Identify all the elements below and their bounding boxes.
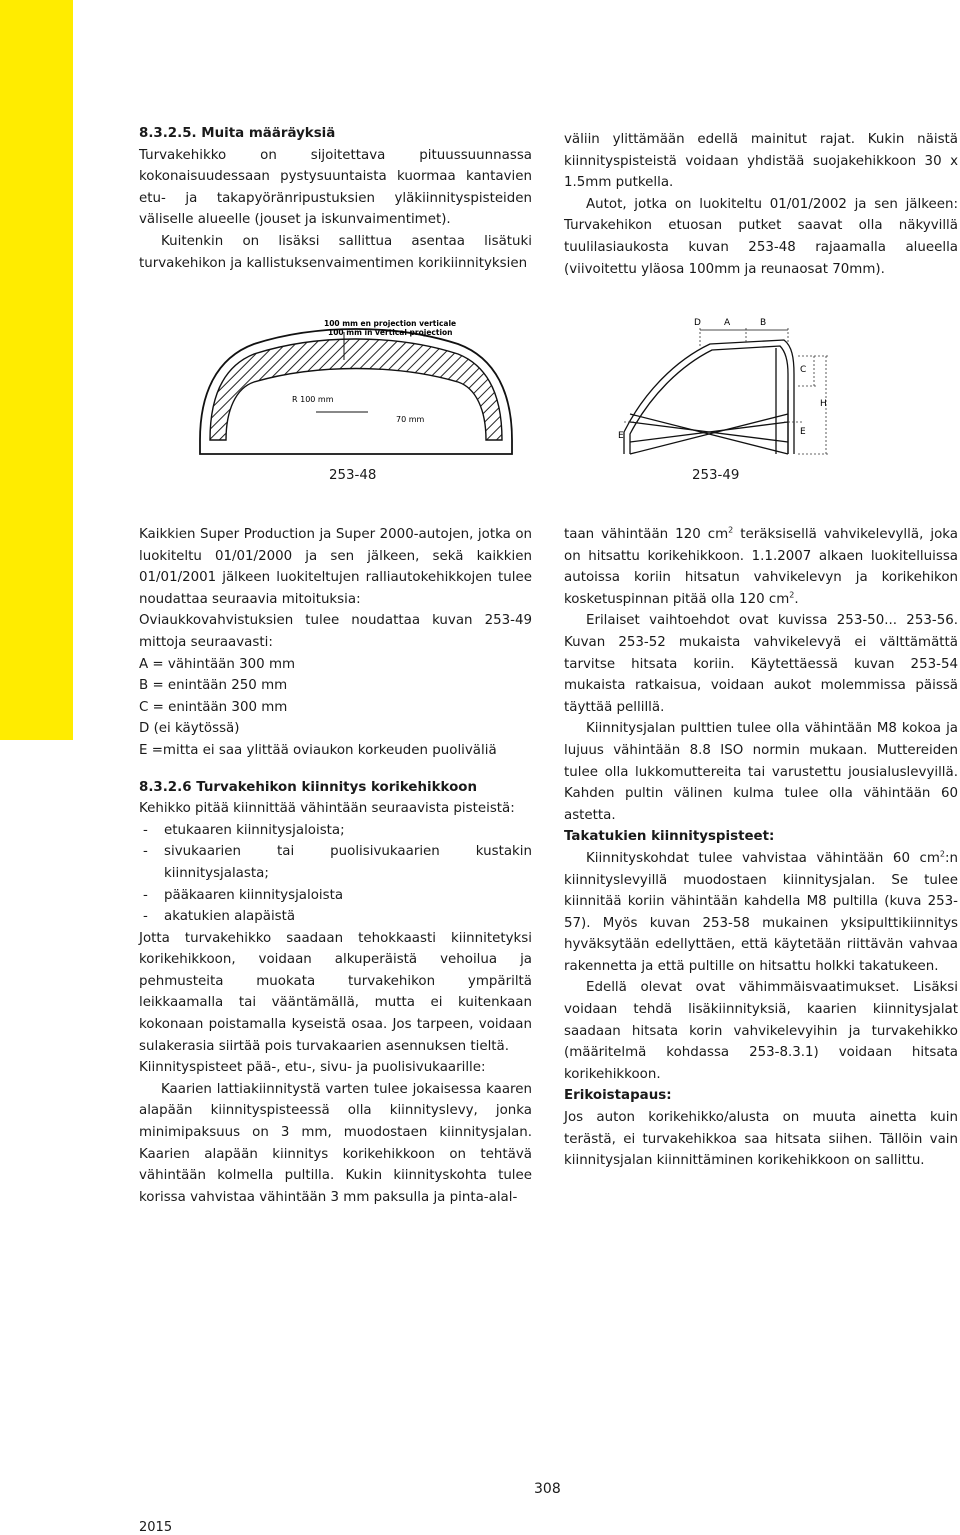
list-item: - sivukaarien tai puolisivukaarien kustakin kiinnitysjalasta; xyxy=(139,841,532,884)
paragraph: väliin ylittämään edellä mainitut rajat. Kukin näistä kiinnityspisteistä voidaan yhdistää suojakehikkoon 30 x 1.5mm putkella. xyxy=(564,132,958,191)
dimension-d: D (ei käytössä) xyxy=(139,721,240,737)
top-left-column xyxy=(139,123,532,274)
section-heading-8325: 8.3.2.5. Muita määräyksiä xyxy=(139,126,336,141)
bottom-left-column xyxy=(139,524,532,1208)
paragraph: Edellä olevat ovat vähimmäisvaatimukset. Lisäksi voidaan tehdä lisäkiinnityksiä, kaarien kiinnitysjalat saadaan hitsata korin vahvikelevyihin ja turvakehikko (määritelmä kohdassa 253-8.3.1) voidaan hitsata korikehikkoon. xyxy=(564,980,958,1082)
label-70mm: 70 mm xyxy=(396,415,425,424)
paragraph: Turvakehikko on sijoitettava pituussuunnassa kokonaisuudessaan pystysuuntaista kuormaa kantavien etu- ja takapyöränripustuksien yläkiinnityspisteiden väliselle alueelle (jouset ja iskunvaimentimet). xyxy=(139,147,532,228)
list-item: - pääkaaren kiinnitysjaloista xyxy=(139,885,532,907)
paragraph: Oviaukkovahvistuksien tulee noudattaa kuvan 253-49 mittoja seuraavasti: xyxy=(139,613,532,650)
paragraph: taan vähintään 120 $cm^2$ teräksisellä vahvikelevyllä, joka on hitsattu korikehikkoon. 1.1.2007 alkaen luokitelluissa autoissa koriin hitsatun vahvikelevyn ja korikehikon kosketuspinnan pitää olla 120 $cm^2$. xyxy=(564,525,958,607)
dimension-e: E =mitta ei saa ylittää oviaukon korkeuden puoliväliä xyxy=(139,742,497,758)
paragraph: Kaikkien Super Production ja Super 2000-autojen, jotka on luokiteltu 01/01/2000 ja sen jälkeen, sekä kaikkien 01/01/2001 jälkeen luokiteltujen ralliautokehikkojen tulee noudattaa seuraavia mitoituksia: xyxy=(139,527,532,607)
dimension-a: A = vähintään 300 mm xyxy=(139,656,296,672)
paragraph: Erilaiset vaihtoehdot ovat kuvissa 253-50... 253-56. Kuvan 253-52 mukaista vahvikelevyä ei välttämättä tarvitse hitsata koriin. Käytettäessä kuvan 253-54 mukaista ratkaisua, voidaan aukot molemmissa päissä täyttää pellillä. xyxy=(564,613,958,715)
paragraph: Jos auton korikehikko/alusta on muuta ainetta kuin terästä, ei turvakehikkoa saa hitsata siihen. Tällöin vain kiinnitysjalan kiinnittäminen korikehikkoon on sallittu. xyxy=(564,1110,958,1169)
page-number: 308 xyxy=(534,1481,561,1497)
label-projection-fr: 100 mm en projection verticale xyxy=(324,319,457,328)
figure-caption-253-49: 253-49 xyxy=(692,468,740,483)
list-item: - akatukien alapäistä xyxy=(139,906,532,928)
top-right-column xyxy=(564,129,958,280)
paragraph: Autot, jotka on luokiteltu 01/01/2002 ja sen jälkeen: Turvakehikon etuosan putket saavat olla näkyvillä tuulilasiaukosta kuvan 253-48 rajaamalla alueella (viivoitettu yläosa 100mm ja reunaosat 70mm). xyxy=(564,196,958,277)
label-e-left: E xyxy=(618,431,624,441)
footer-year: 2015 xyxy=(139,1520,173,1535)
paragraph: Kiinnitysjalan pulttien tulee olla vähintään M8 kokoa ja lujuus vähintään 8.8 ISO normin mukaan. Muttereiden tulee olla lukkomuttereita tai varustettu jousialuslevyillä. Kahden pultin välinen kulma tulee olla vähintään 60 astetta. xyxy=(564,721,958,823)
subheading-erikoistapaus: Erikoistapaus: xyxy=(564,1088,672,1104)
figure-253-49 xyxy=(614,314,834,460)
paragraph: Kuitenkin on lisäksi sallittua asentaa lisätuki turvakehikon ja kallistuksenvaimentimen korikiinnityksien xyxy=(139,233,532,271)
label-projection-en: 100 mm in vertical projection xyxy=(328,328,453,337)
paragraph: Jotta turvakehikko saadaan tehokkaasti kiinnitetyksi korikehikkoon, voidaan alkuperäistä vehoilua ja pehmusteita muokata turvakehikon ympäriltä leikkaamalla tai vääntämällä, mutta ei kuitenkaan kokonaan poistamalla kyseistä osaa. Jos tarpeen, voidaan sulakerasia siirtää pois turvakaarien asennuksen tieltä. xyxy=(139,930,532,1054)
label-c: C xyxy=(800,365,807,375)
paragraph: Kiinnityspisteet pää-, etu-, sivu- ja puolisivukaarille: xyxy=(139,1060,486,1076)
label-a: A xyxy=(724,318,731,328)
yellow-margin-bar xyxy=(0,0,73,740)
dimension-c: C = enintään 300 mm xyxy=(139,699,288,715)
label-b: B xyxy=(760,318,767,328)
label-h: H xyxy=(820,399,827,409)
paragraph: Kehikko pitää kiinnittää vähintään seuraavista pisteistä: xyxy=(139,801,515,817)
bottom-right-column xyxy=(564,524,958,1172)
label-d: D xyxy=(694,318,701,328)
label-e-right: E xyxy=(800,427,806,437)
subheading-takatukien: Takatukien kiinnityspisteet: xyxy=(564,829,775,845)
list-item: - etukaaren kiinnitysjaloista; xyxy=(139,820,532,842)
figure-253-48 xyxy=(196,314,516,460)
paragraph: Kiinnityskohdat tulee vahvistaa vähintään 60 $cm^2:n$ kiinnityslevyillä muodostaen kiinnitysjalan. Se tulee kiinnitää koriin vähintään kahdella M8 pultilla (kuva 253-57). Myös kuvan 253-58 mukainen yksipulttikiinnitys hyväksytään edellyttäen, että käytetään riittävän vahvaa rakennetta ja että pultille on hitsattu holkki takatukeen. xyxy=(564,849,958,974)
figure-caption-253-48: 253-48 xyxy=(329,468,377,483)
section-heading-8326: 8.3.2.6 Turvakehikon kiinnitys korikehikkoon xyxy=(139,779,478,795)
label-radius: R 100 mm xyxy=(292,395,334,404)
hatched-zone xyxy=(210,339,502,440)
dimension-b: B = enintään 250 mm xyxy=(139,678,288,694)
paragraph: Kaarien lattiakiinnitystä varten tulee jokaisessa kaaren alapään kiinnityspisteessä olla kiinnityslevy, jonka minimipaksuus on 3 mm, muodostaen kiinnitysjalan. Kaarien alapään kiinnitys korikehikkoon on tehtävä vähintään kolmella pultilla. Kukin kiinnityskohta tulee korissa vahvistaa vähintään 3 mm paksulla ja pinta-alal- xyxy=(139,1081,532,1205)
